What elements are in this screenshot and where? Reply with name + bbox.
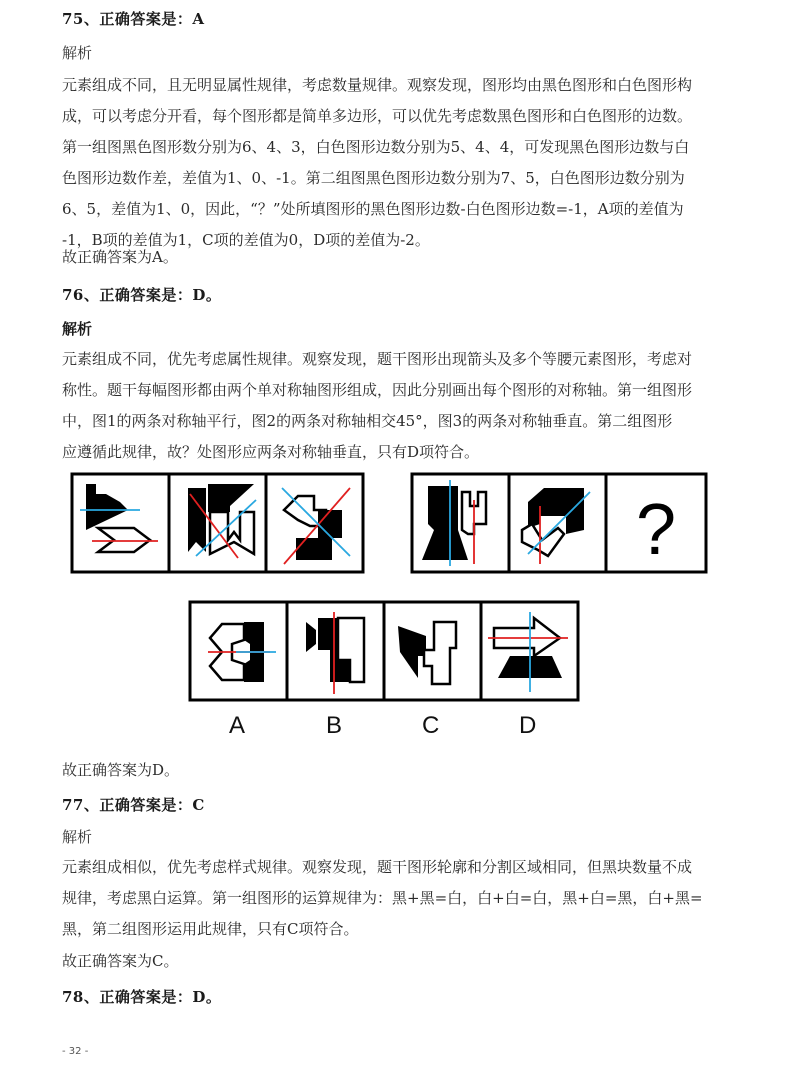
q77-conclusion: 故正确答案为C。 bbox=[62, 952, 179, 970]
q76-question-figures bbox=[70, 472, 710, 576]
q75-analysis-text bbox=[62, 70, 742, 256]
q76-option-figures bbox=[188, 600, 580, 704]
q75-line-5: 6、5，差值为1、0，因此，“？”处所填图形的黑色图形边数-白色图形边数=-1，A项的差值为 bbox=[62, 200, 684, 218]
q75-line-2: 成，可以考虑分开看，每个图形都是简单多边形，可以优先考虑数黑色图形和白色图形的边数。 bbox=[62, 107, 693, 125]
q77-analysis-text bbox=[62, 852, 742, 945]
q76-line-2: 称性。题干每幅图形都由两个单对称轴图形组成，因此分别画出每个图形的对称轴。第一组图形 bbox=[62, 381, 693, 399]
q76-option-a-cell bbox=[190, 602, 287, 700]
q76-heading: 76、正确答案是：D。 bbox=[62, 286, 222, 304]
q76-line-3: 中，图1的两条对称轴平行，图2的两条对称轴相交45°，图3的两条对称轴垂直。第二组图形 bbox=[62, 412, 673, 430]
q75-line-4: 色图形边数作差，差值为1、0、-1。第二组图黑色图形边数分别为7、5，白色图形边数分别为 bbox=[62, 169, 685, 187]
q76-option-c-label: C bbox=[422, 712, 440, 739]
q76-option-b-label: B bbox=[326, 712, 343, 739]
q76-option-d-label: D bbox=[519, 712, 537, 739]
q76-group-1 bbox=[72, 474, 706, 572]
q77-line-2: 规律，考虑黑白运算。第一组图形的运算规律为：黑+黑=白，白+白=白，黑+白=黑，白+黑= bbox=[62, 889, 703, 907]
q76-line-4: 应遵循此规律，故？处图形应两条对称轴垂直，只有D项符合。 bbox=[62, 443, 480, 461]
page-number: - 32 - bbox=[62, 1046, 89, 1057]
q76-analysis-label: 解析 bbox=[62, 320, 93, 338]
q77-analysis-label: 解析 bbox=[62, 828, 93, 846]
q75-conclusion: 故正确答案为A。 bbox=[62, 248, 178, 266]
q76-conclusion: 故正确答案为D。 bbox=[62, 761, 180, 779]
q76-line-1: 元素组成不同，优先考虑属性规律。观察发现，题干图形出现箭头及多个等腰元素图形，考虑对 bbox=[62, 350, 693, 368]
q76-option-a-label: A bbox=[229, 712, 246, 739]
q77-line-1: 元素组成相似，优先考虑样式规律。观察发现，题干图形轮廓和分割区域相同，但黑块数量不成 bbox=[62, 858, 693, 876]
q77-heading: 77、正确答案是：C bbox=[62, 796, 205, 814]
q75-line-1: 元素组成不同，且无明显属性规律，考虑数量规律。观察发现，图形均由黑色图形和白色图形构 bbox=[62, 76, 693, 94]
q75-analysis-label: 解析 bbox=[62, 44, 93, 62]
q78-heading: 78、正确答案是：D。 bbox=[62, 988, 222, 1006]
q76-analysis-text bbox=[62, 344, 742, 468]
q77-line-3: 黑，第二组图形运用此规律，只有C项符合。 bbox=[62, 920, 359, 938]
q76-question-mark: ? bbox=[635, 490, 677, 570]
q75-heading: 75、正确答案是：A bbox=[62, 10, 205, 28]
q75-line-3: 第一组图黑色图形数分别为6、4、3，白色图形边数分别为5、4、4，可发现黑色图形边数与白 bbox=[62, 138, 690, 156]
q75-line-6: -1，B项的差值为1，C项的差值为0，D项的差值为-2。 bbox=[62, 231, 430, 249]
